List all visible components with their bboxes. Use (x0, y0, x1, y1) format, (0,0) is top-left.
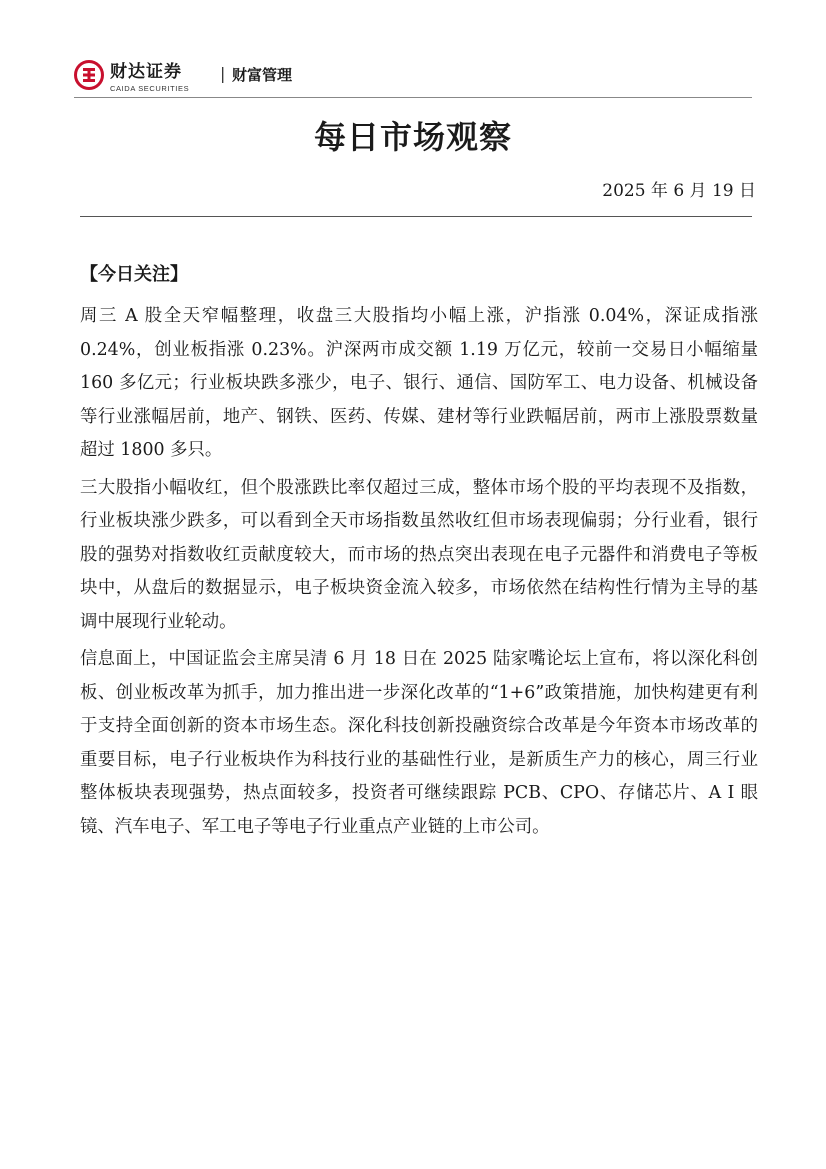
page-header (74, 58, 752, 98)
header-separator: | (220, 64, 226, 83)
date-divider (80, 216, 752, 217)
section-heading: 【今日关注】 (80, 264, 188, 285)
brand-name: 财达证券 (110, 62, 182, 82)
paragraph-policy-news: 信息面上，中国证监会主席吴清 6 月 18 日在 2025 陆家嘴论坛上宣布，将以深化科创板、创业板改革为抓手，加力推出进一步深化改革的“1+6”政策措施，加快构建更有利于支持全面创新的资本市场生态。深化科技创新投融资综合改革是今年资本市场改革的重要目标，电子行业板块作为科技行业的基础性行业，是新质生产力的核心，周三行业整体板块表现强势，热点面较多，投资者可继续跟踪 PCB、CPO、存储芯片、A I 眼镜、汽车电子、军工电子等电子行业重点产业链的上市公司。 (80, 649, 758, 837)
department-name: 财富管理 (232, 66, 293, 84)
header-divider (74, 97, 752, 98)
report-date: 2025 年 6 月 19 日 (602, 181, 756, 201)
brand-name-en: CAIDA SECURITIES (110, 84, 190, 93)
paragraph-market-summary: 周三 A 股全天窄幅整理，收盘三大股指均小幅上涨，沪指涨 0.04%，深证成指涨 0.24%，创业板指涨 0.23%。沪深两市成交额 1.19 万亿元，较前一交易日小幅缩量 160 多亿元；行业板块跌多涨少，电子、银行、通信、国防军工、电力设备、机械设备等行业涨幅居前，地产、钢铁、医药、传媒、建材等行业跌幅居前，两市上涨股票数量超过 1800 多只。 (80, 306, 758, 460)
page-title: 每日市场观察 (313, 118, 512, 156)
report-body (80, 300, 758, 848)
paragraph-analysis: 三大股指小幅收红，但个股涨跌比率仅超过三成，整体市场个股的平均表现不及指数，行业板块涨少跌多，可以看到全天市场指数虽然收红但市场表现偏弱；分行业看，银行股的强势对指数收红贡献度较大，而市场的热点突出表现在电子元器件和消费电子等板块中，从盘后的数据显示，电子板块资金流入较多，市场依然在结构性行情为主导的基调中展现行业轮动。 (80, 477, 758, 632)
caida-logo-icon (74, 60, 104, 90)
